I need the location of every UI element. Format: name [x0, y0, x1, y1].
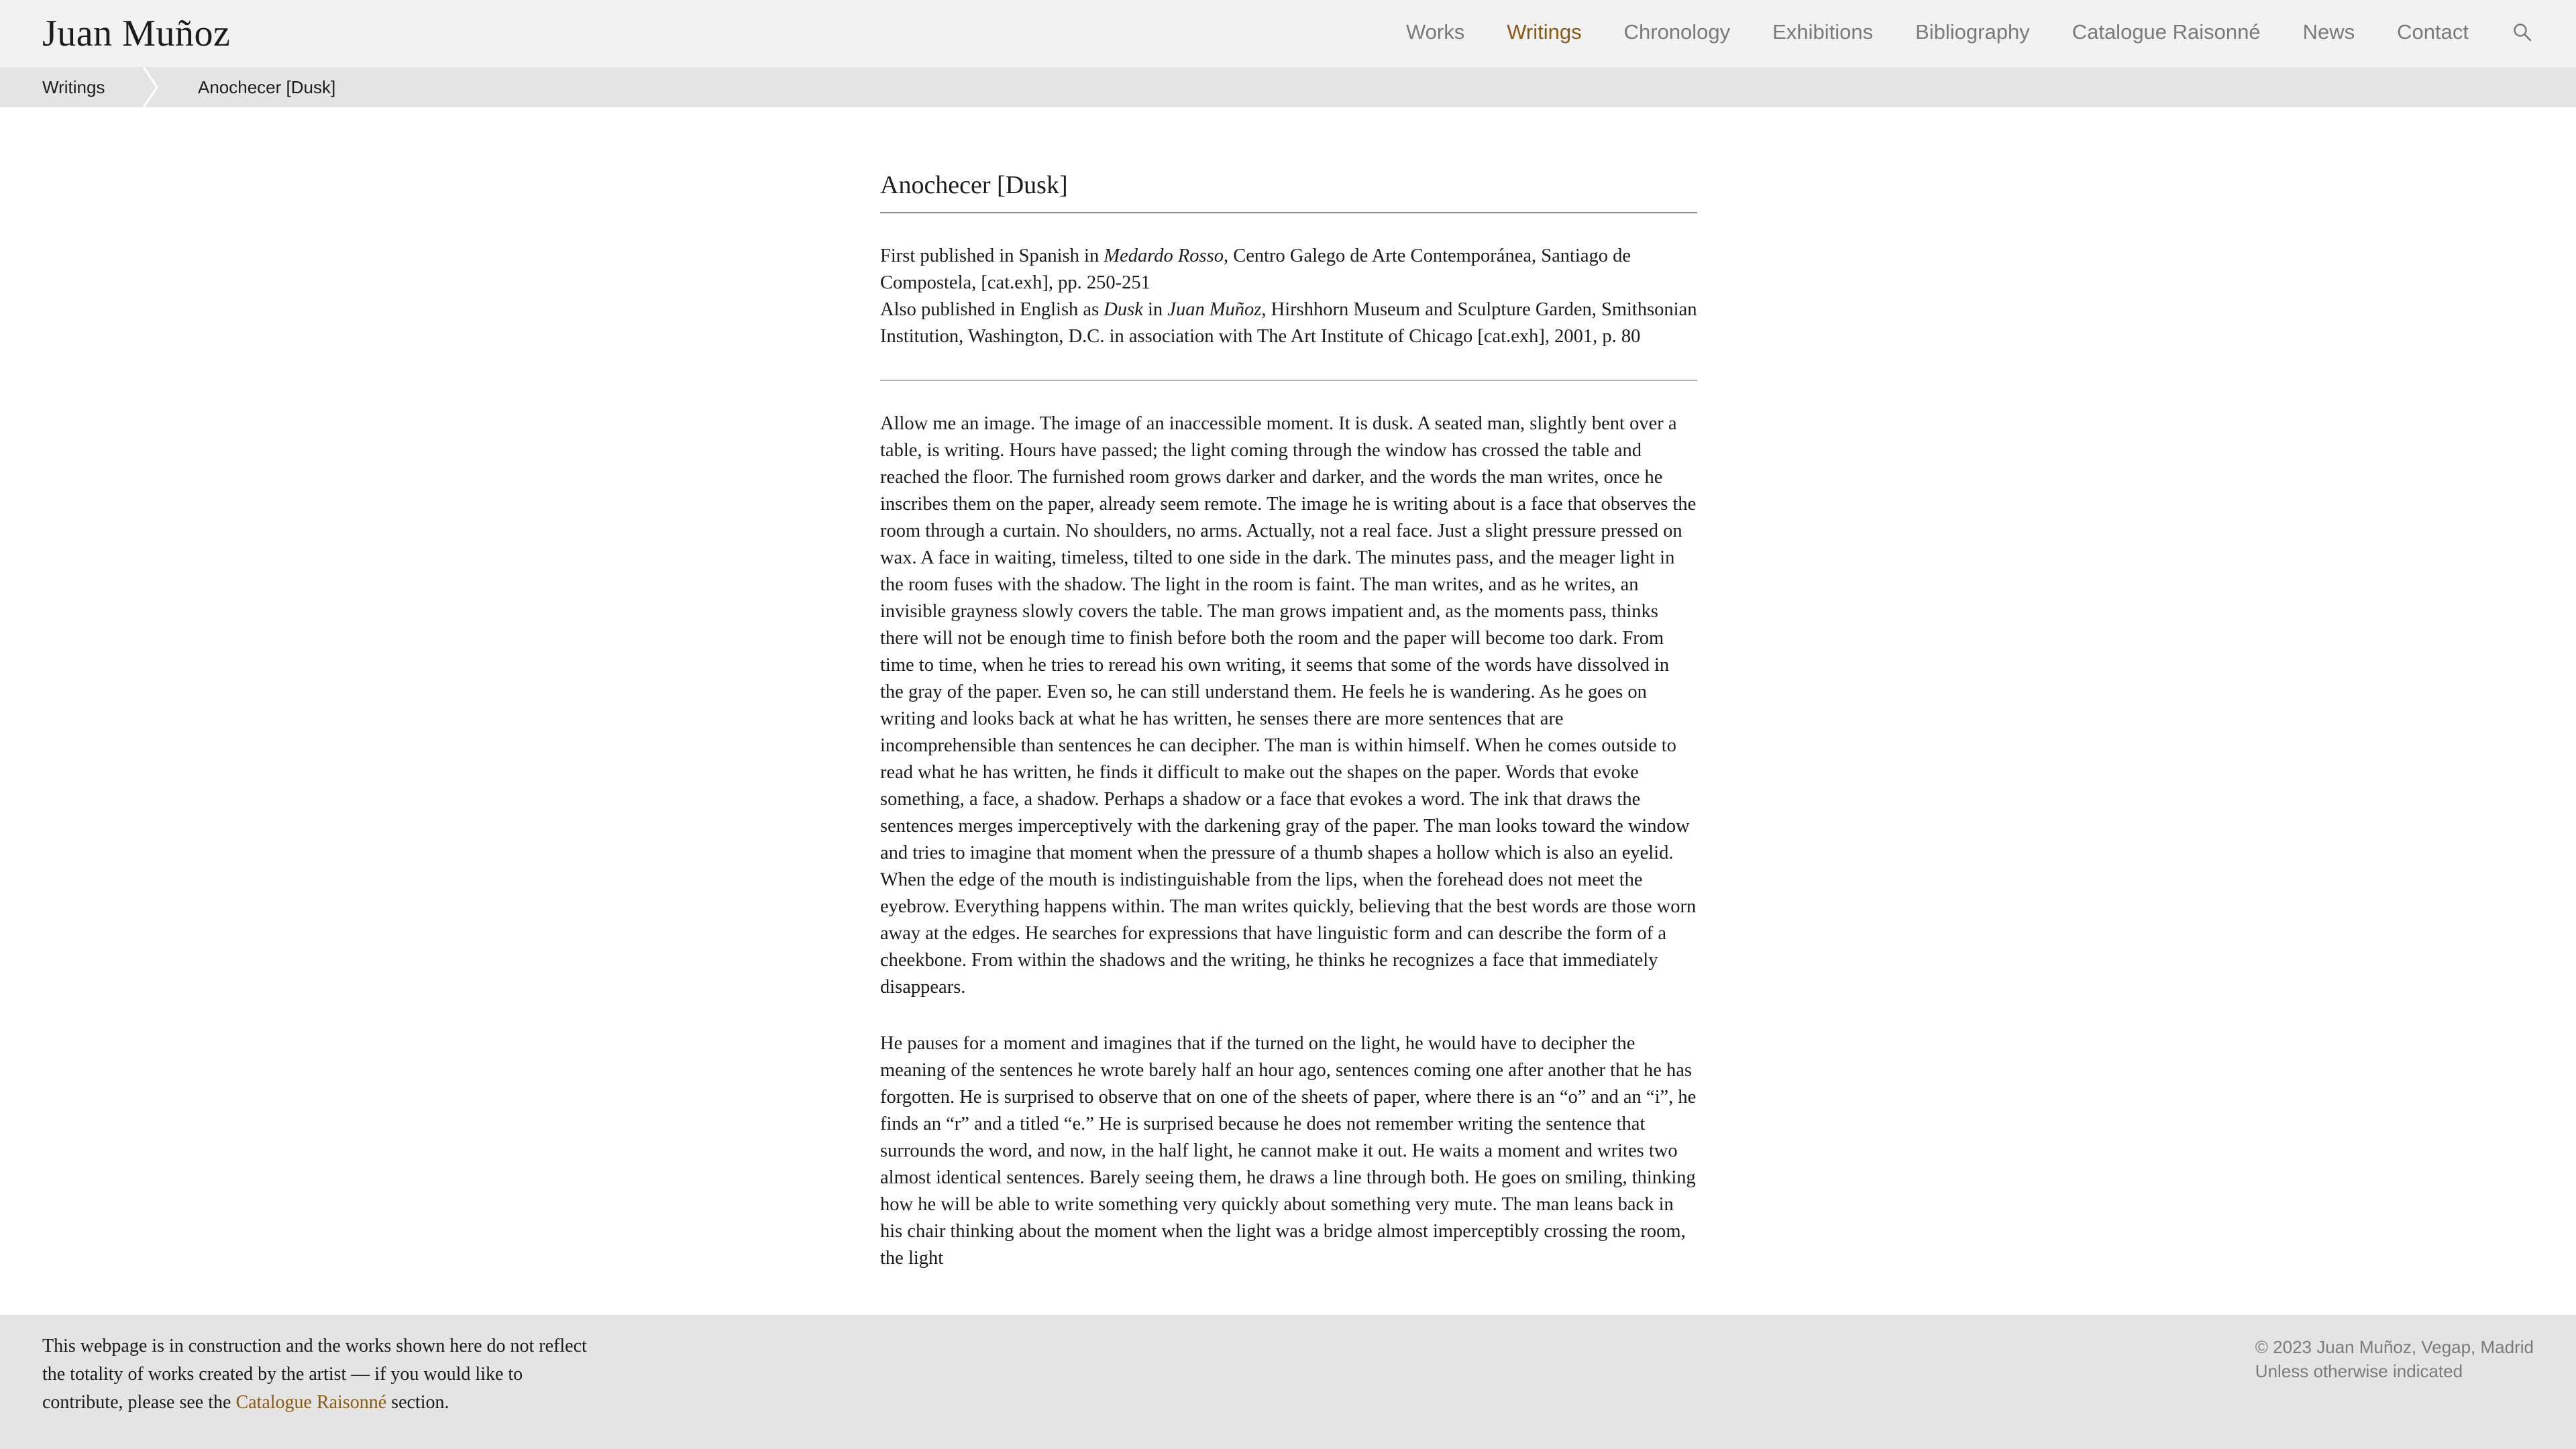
main-nav — [1406, 0, 2469, 64]
catalogue-raisonne-link[interactable]: Catalogue Raisonné — [235, 1392, 387, 1413]
page-title: Anochecer [Dusk] — [880, 161, 1697, 213]
article-body — [880, 411, 1697, 1272]
nav-item-news[interactable]: News — [2302, 20, 2355, 44]
publication-divider — [880, 380, 1697, 381]
breadcrumb-chevron-icon — [142, 67, 162, 107]
article — [880, 161, 1697, 1301]
publication-info — [880, 243, 1697, 350]
nav-item-bibliography[interactable]: Bibliography — [1915, 20, 2030, 44]
nav-item-writings[interactable]: Writings — [1507, 20, 1582, 44]
article-paragraph: He pauses for a moment and imagines that if the turned on the light, he would have to decipher the meaning of the sentences he wrote barely half an hour ago, sentences coming one after another that he has forgotten. He is surprised to observe that on one of the sheets of paper, where there is an “o” and an “i”, he finds an “r” and a titled “e.” He is surprised because he does not remember writing the sentence that surrounds the word, and now, in the half light, he cannot make it out. He waits a moment and writes two almost identical sentences. Barely seeing them, he draws a line through both. He goes on smiling, thinking how he will be able to write something very quickly about something very mute. The man leans back in his chair thinking about the moment when the light was a bridge almost imperceptibly crossing the room, the light — [880, 1033, 1697, 1269]
nav-item-contact[interactable]: Contact — [2397, 20, 2469, 44]
breadcrumb-writings-link[interactable]: Writings — [42, 77, 105, 97]
copyright — [2255, 1335, 2534, 1383]
nav-item-works[interactable]: Works — [1405, 20, 1465, 44]
search-icon — [2512, 22, 2532, 42]
publication-title-dusk: Dusk — [1104, 299, 1143, 320]
search-button[interactable] — [2510, 20, 2534, 44]
site-logo-link[interactable]: Juan Muñoz — [42, 13, 231, 54]
site-header — [0, 0, 2576, 67]
publication-line-spanish: First published in Spanish in Medardo Rosso, Centro Galego de Arte Contemporánea, Santiago de Compostela, [cat.exh], pp. 250-251 — [880, 246, 1631, 293]
nav-item-chronology[interactable]: Chronology — [1623, 20, 1731, 44]
copyright-line: © 2023 Juan Muñoz, Vegap, Madrid — [2255, 1337, 2534, 1357]
construction-notice: This webpage is in construction and the works shown here do not reflect the totality of works created by the artist — if you would like to contribute, please see the Catalogue Raisonné section. — [42, 1336, 587, 1413]
breadcrumb — [0, 67, 2576, 107]
article-paragraph: Allow me an image. The image of an inaccessible moment. It is dusk. A seated man, slightly bent over a table, is writing. Hours have passed; the light coming through the window has crossed the table and reached the floor. The furnished room grows darker and darker, and the words the man writes, once he inscribes them on the paper, already seem remote. The image he is writing about is a face that observes the room through a curtain. No shoulders, no arms. Actually, not a real face. Just a slight pressure pressed on wax. A face in waiting, timeless, tilted to one side in the dark. The minutes pass, and the meager light in the room fuses with the shadow. The light in the room is faint. The man writes, and as he writes, an invisible grayness slowly covers the table. The man grows impatient and, as the moments pass, thinks there will not be enough time to finish before both the room and the paper will become too dark. From time to time, when he tries to reread his own writing, it seems that some of the words have dissolved in the gray of the paper. Even so, he can still understand them. He feels he is wandering. As he goes on writing and looks back at what he has written, he senses there are more sentences that are incomprehensible than sentences he can decipher. The man is within himself. When he comes outside to read what he has written, he finds it difficult to make out the shapes on the paper. Words that evoke something, a face, a shadow. Perhaps a shadow or a face that evokes a word. The ink that draws the sentences merges imperceptively with the darkening gray of the paper. The man looks toward the window and tries to imagine that moment when the pressure of a thumb shapes a hollow which is also an eyelid. When the edge of the mouth is indistinguishable from the lips, when the forehead does not meet the eyebrow. Everything happens within. The man writes quickly, believing that the best words are those worn away at the edges. He searches for expressions that have linguistic form and can describe the form of a cheekbone. From within the shadows and the writing, he thinks he recognizes a face that immediately disappears. — [880, 413, 1697, 998]
breadcrumb-current: Anochecer [Dusk] — [198, 77, 336, 97]
nav-item-exhibitions[interactable]: Exhibitions — [1772, 20, 1874, 44]
copyright-subline: Unless otherwise indicated — [2255, 1361, 2463, 1381]
publication-title-medardo-rosso: Medardo Rosso — [1104, 246, 1224, 266]
publication-line-english: Also published in English as Dusk in Juan Muñoz, Hirshhorn Museum and Sculpture Garden, Smithsonian Institution, Washington, D.C. in association with The Art Institute of Chicago [cat.exh], 2001, p. 80 — [880, 299, 1697, 347]
publication-title-juan-munoz: Juan Muñoz — [1167, 299, 1262, 320]
site-footer — [0, 1315, 2576, 1449]
nav-item-catalogue-raisonne[interactable]: Catalogue Raisonné — [2072, 20, 2261, 44]
